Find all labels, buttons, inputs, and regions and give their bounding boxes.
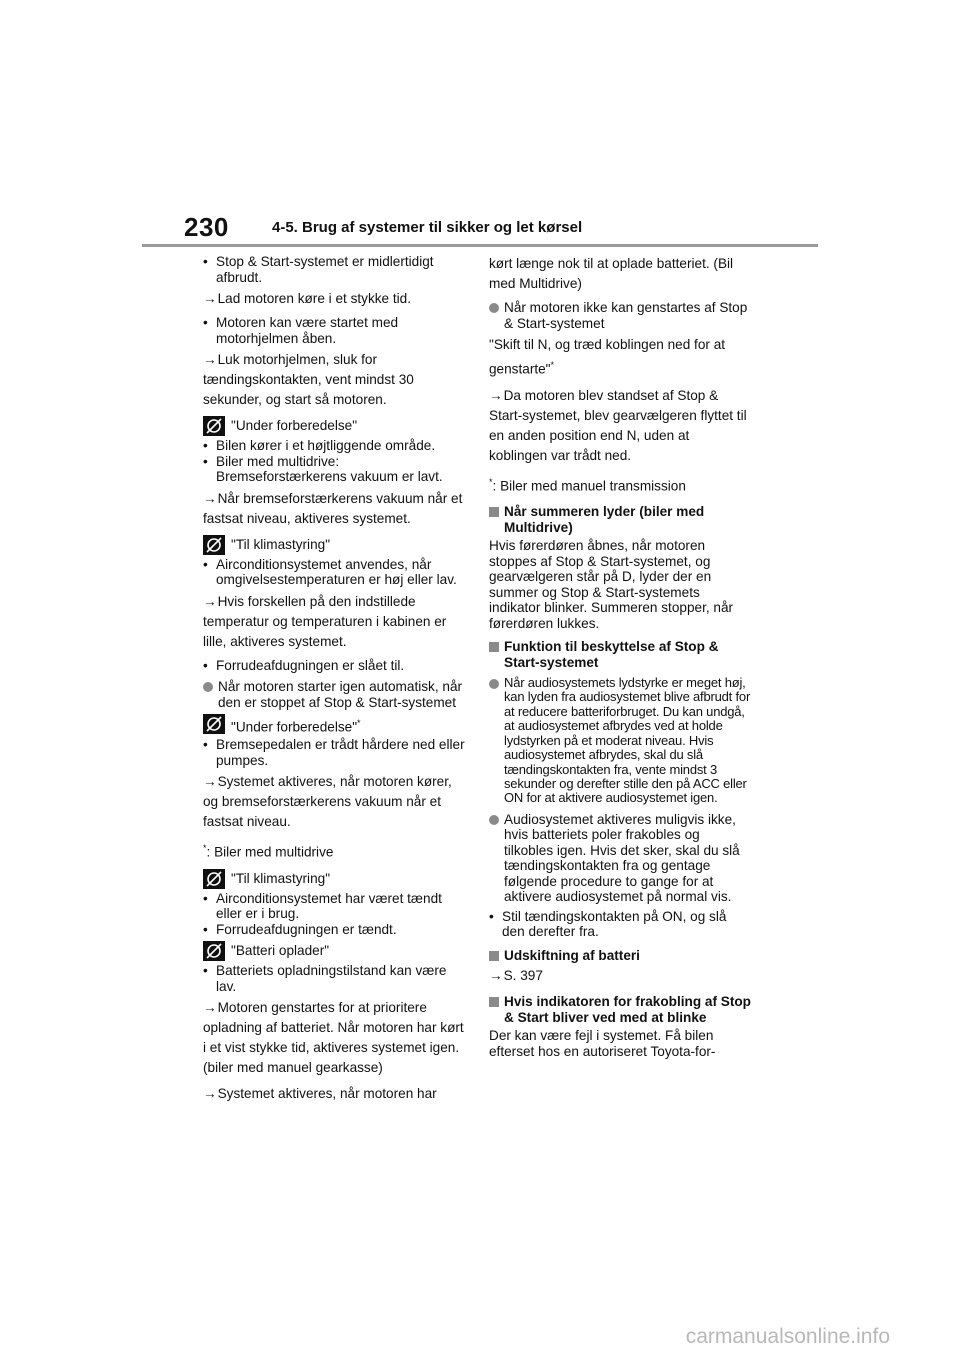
dot-item: Audiosystemet aktiveres muligvis ikke, hvis batteriets poler frakobles og tilkobles igen. Hvis det sker, skal du slå tændingskontakten fra og gentage følgende procedure to gange for at aktivere audiosystemet på normal vis. bbox=[489, 812, 751, 905]
chapter-title: 4-5. Brug af systemer til sikker og let kørsel bbox=[272, 219, 583, 236]
section-heading: Hvis indikatoren for frakobling af Stop & Start bliver ved med at blinke bbox=[489, 994, 751, 1025]
paragraph: Hvis førerdøren åbnes, når motoren stoppes af Stop & Start-systemet, og gearvælgeren står på D, lyder der en summer og Stop & Start-systemets indikator blinker. Summeren stopper, når førerdøren lukkes. bbox=[489, 538, 734, 631]
quote: "Skift til N, og træd koblingen ned for at genstarte"* bbox=[489, 337, 726, 377]
stop-start-off-icon bbox=[203, 535, 225, 555]
arrow-line: →Når bremseforstærkerens vakuum når et fastsat niveau, aktiveres systemet. bbox=[203, 490, 463, 526]
header-rule bbox=[142, 244, 818, 247]
indicator-row: "Under forberedelse"* bbox=[203, 714, 465, 735]
arrow-line: →Systemet aktiveres, når motoren kører, og bremseforstærkerens vakuum når et fastsat niveau. bbox=[203, 774, 452, 830]
bullet-item: • Forrudeafdugningen er tændt. bbox=[203, 921, 397, 937]
footnote: *: Biler med manuel transmission bbox=[489, 476, 686, 494]
arrow-line: →Motoren genstartes for at prioritere opladning af batteriet. Når motoren har kørt i et vist stykke tid, aktiveres systemet igen. (biler med manuel gearkasse) bbox=[203, 1000, 464, 1076]
indicator-row: "Til klimastyring" bbox=[203, 535, 465, 555]
indicator-row: "Batteri oplader" bbox=[203, 941, 465, 961]
arrow-line: →S. 397 bbox=[489, 968, 543, 984]
bullet-item: • Batteriets opladningstilstand kan være lav. bbox=[203, 963, 447, 994]
stop-start-off-icon bbox=[203, 416, 225, 436]
bullet-item: • Forrudeafdugningen er slået til. bbox=[203, 657, 405, 673]
dot-item: Når audiosystemets lydstyrke er meget høj, kan lyden fra audiosystemet blive afbrudt for at reducere batteriforbruget. Du kan undgå, at audiosystemet afbrydes ved at holde lydstyrken på et moderat niveau. Hvis audiosystemet afbrydes, skal du slå tændingskontakten fra, vente mindst 3 sekunder og derefter stille den på ACC eller ON for at aktivere audiosystemet igen. bbox=[489, 676, 751, 806]
indicator-row: "Til klimastyring" bbox=[203, 869, 465, 889]
arrow-line: →Hvis forskellen på den indstillede temperatur og temperaturen i kabinen er lille, aktiveres systemet. bbox=[203, 593, 447, 649]
bullet-item: • Stil tændingskontakten på ON, og slå den derefter fra. bbox=[489, 908, 727, 940]
dot-item: Når motoren starter igen automatisk, når den er stoppet af Stop & Start-systemet bbox=[203, 679, 465, 710]
footnote: *: Biler med multidrive bbox=[203, 843, 334, 860]
bullet-item: • Airconditionsystemet har været tændt eller er i brug. bbox=[203, 890, 442, 922]
indicator-row: "Under forberedelse" bbox=[203, 416, 465, 436]
arrow-line: →Luk motorhjelmen, sluk for tændingskontakten, vent mindst 30 sekunder, og start så motoren. bbox=[203, 352, 414, 407]
arrow-line: →Da motoren blev standset af Stop & Start-systemet, blev gearvælgeren flyttet til en anden position end N, uden at koblingen var trådt ned. bbox=[489, 387, 747, 463]
section-heading: Funktion til beskyttelse af Stop & Start-systemet bbox=[489, 639, 751, 670]
section-heading: Når summeren lyder (biler med Multidrive) bbox=[489, 504, 751, 535]
page-number: 230 bbox=[184, 212, 229, 242]
section-heading: Udskiftning af batteri bbox=[489, 948, 751, 964]
stop-start-off-icon bbox=[203, 941, 225, 961]
bullet-item: • Stop & Start-systemet er midlertidigt afbrudt. bbox=[203, 254, 434, 285]
paragraph: kørt længe nok til at oplade batteriet. (Bil med Multidrive) bbox=[489, 256, 734, 291]
bullet-item: • Airconditionsystemet anvendes, når omgivelsestemperaturen er høj eller lav. bbox=[203, 556, 457, 587]
right-column bbox=[489, 254, 751, 1059]
bullet-item: • Bilen kører i et højtliggende område. bbox=[203, 438, 436, 453]
stop-start-off-icon bbox=[203, 714, 225, 734]
bullet-item: • Bremsepedalen er trådt hårdere ned eller pumpes. bbox=[203, 737, 465, 768]
arrow-line: →Systemet aktiveres, når motoren har bbox=[203, 1086, 437, 1102]
left-column bbox=[203, 254, 465, 1110]
paragraph: Der kan være fejl i systemet. Få bilen efterset hos en autoriseret Toyota-for- bbox=[489, 1028, 716, 1059]
dot-item: Når motoren ikke kan genstartes af Stop & Start-systemet bbox=[489, 300, 751, 331]
stop-start-off-icon bbox=[203, 869, 225, 889]
bullet-item: • Biler med multidrive: Bremseforstærkerens vakuum er lavt. bbox=[203, 453, 443, 484]
arrow-line: →Lad motoren køre i et stykke tid. bbox=[203, 291, 412, 306]
bullet-item: • Motoren kan være startet med motorhjelmen åben. bbox=[203, 315, 399, 346]
watermark: carmanualsonline.info bbox=[685, 1325, 890, 1348]
